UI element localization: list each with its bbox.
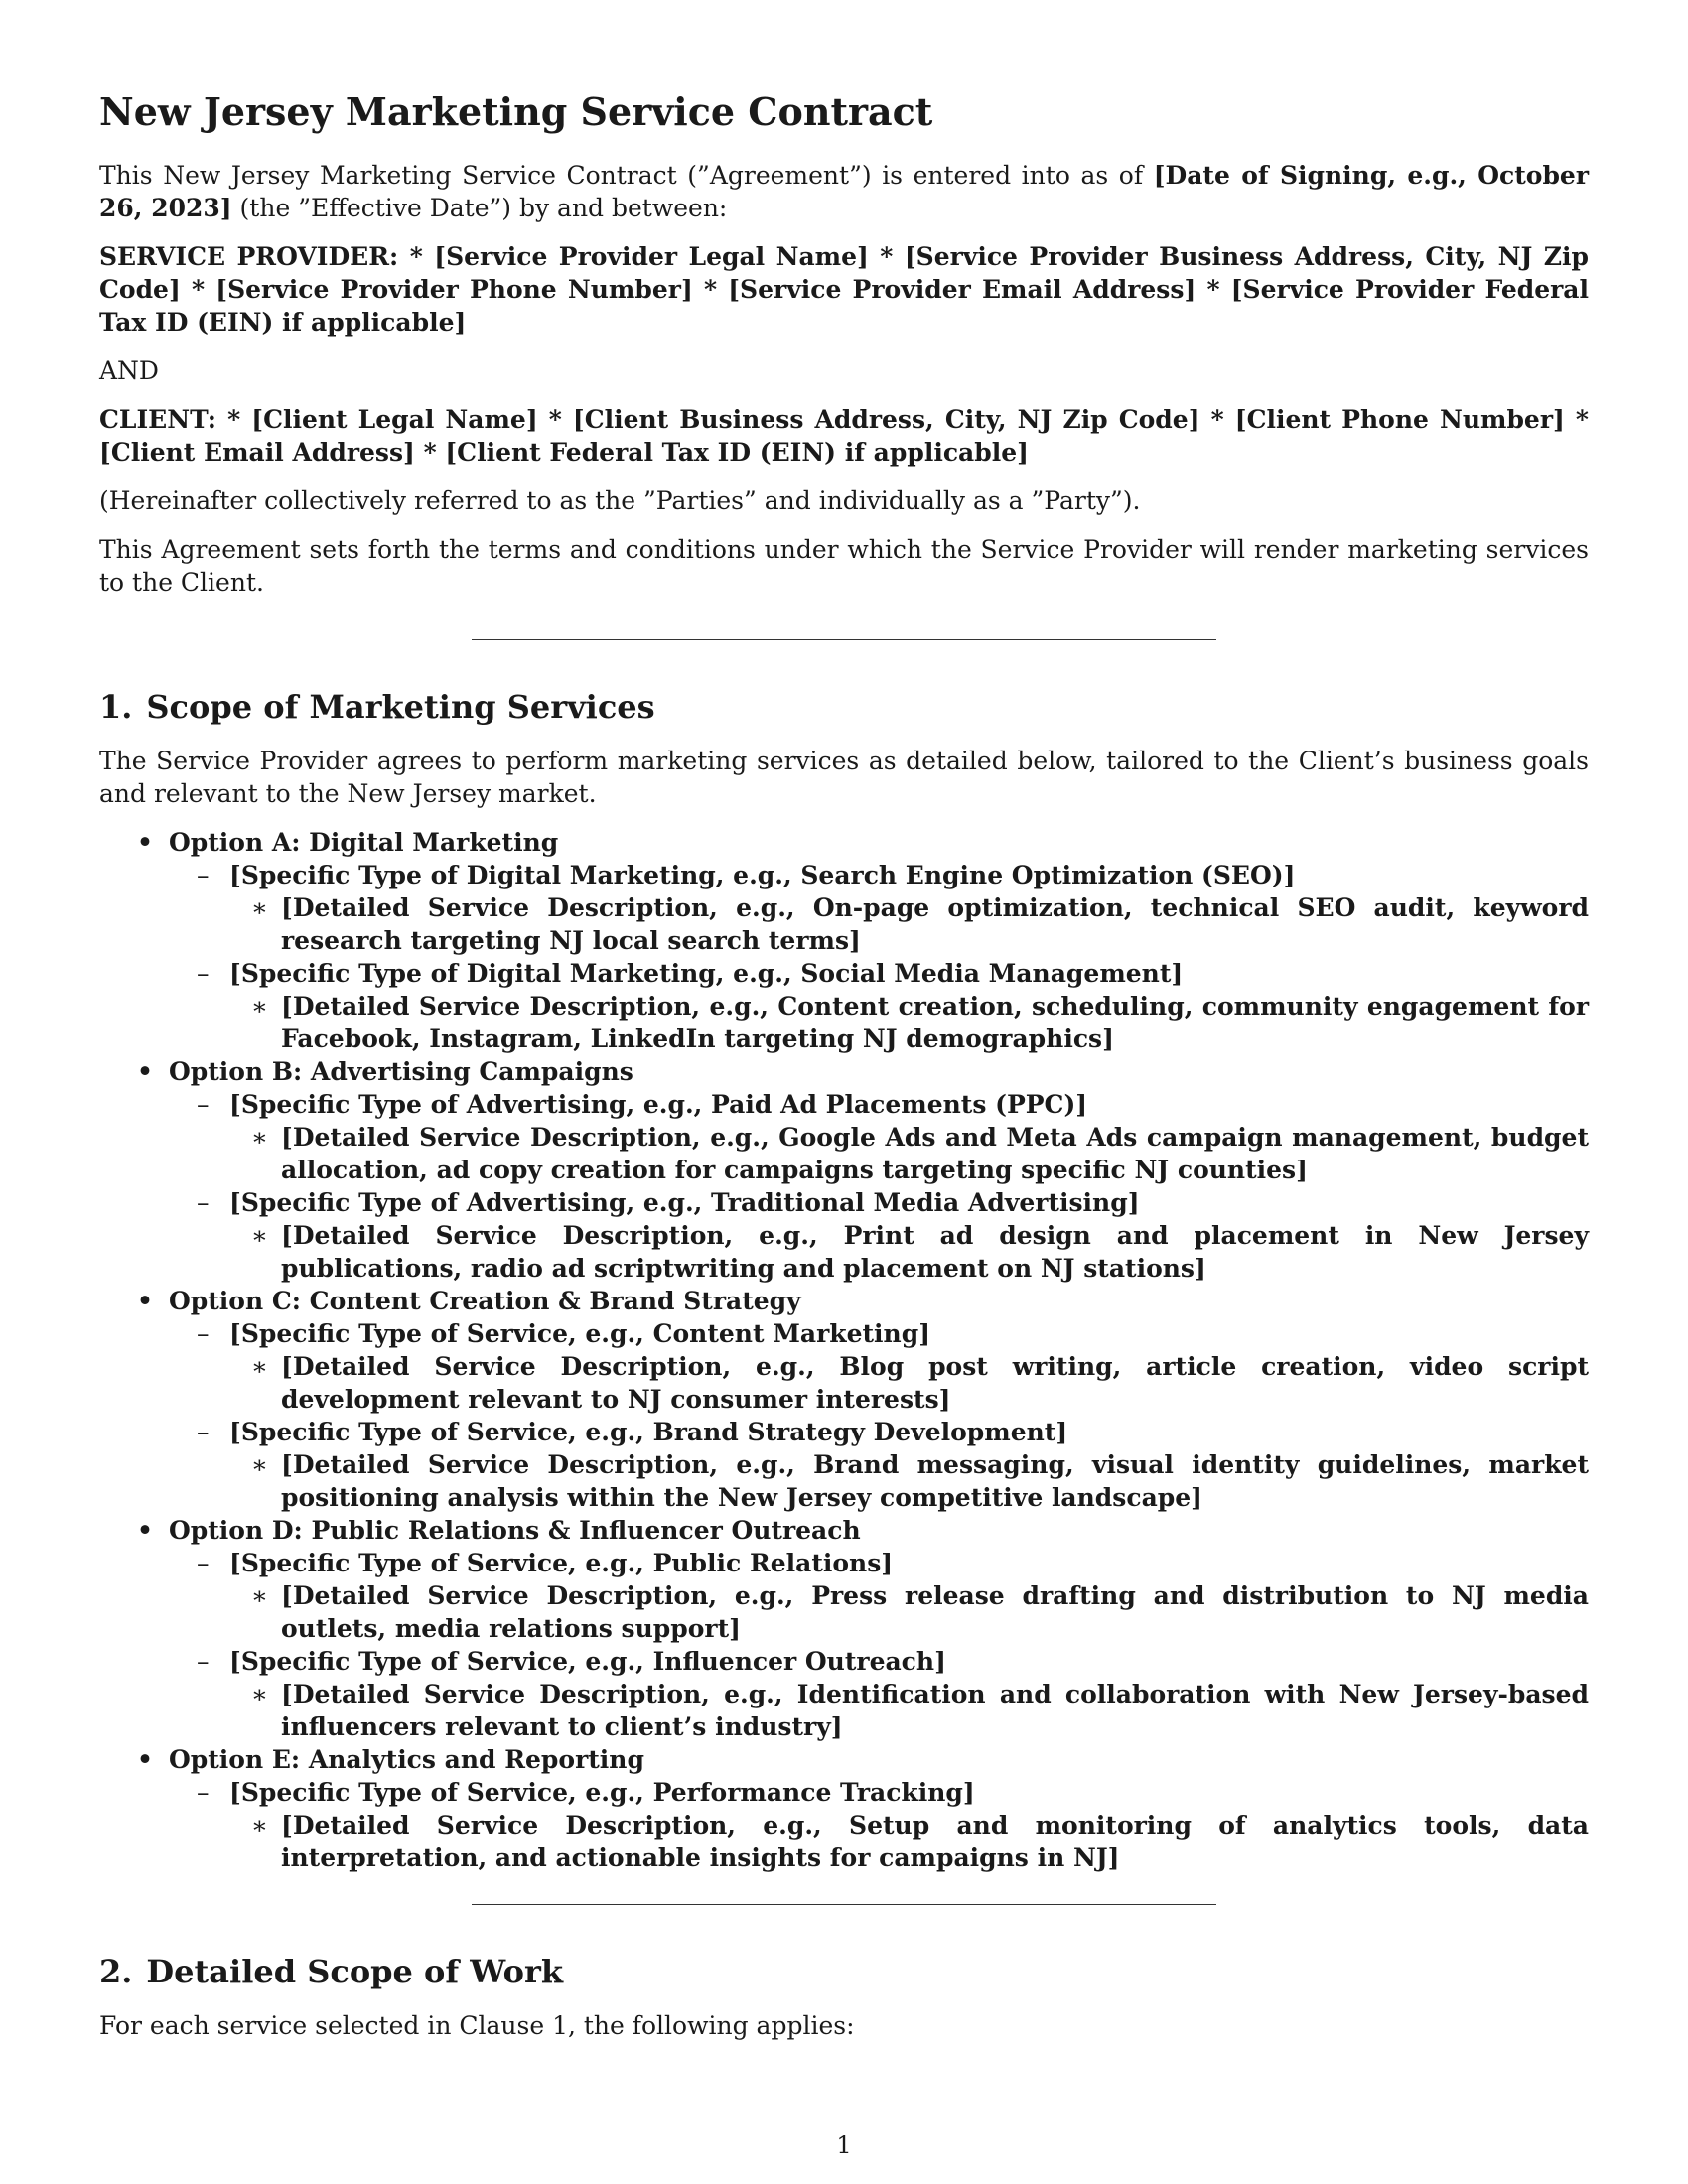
service-detail-list [229,1448,1589,1514]
service-options-list [99,826,1589,1874]
service-detail-item: ∗ [Detailed Service Description, e.g., On-page optimization, technical SEO audit, keyword research targeting NJ local search terms] [229,891,1589,957]
intro-text: This New Jersey Marketing Service Contract (”Agreement”) is entered into as of [99,161,1154,190]
effective-date-placeholder: [Date of Signing, e.g., October 26, 2023] [99,161,1590,222]
service-type-text: [Specific Type of Advertising, e.g., Paid Ad Placements (PPC)] [229,1090,1088,1119]
section-1-title: Scope of Marketing Services [146,688,655,726]
service-type-item [169,859,1589,957]
service-detail-item: ∗ [Detailed Service Description, e.g., Content creation, scheduling, community engagement for Facebook, Instagram, LinkedIn targeting NJ demographics] [229,990,1589,1055]
service-type-text: [Specific Type of Advertising, e.g., Traditional Media Advertising] [229,1188,1140,1217]
option-item [99,1055,1589,1285]
service-detail-list [229,1121,1589,1186]
service-type-text: [Specific Type of Service, e.g., Influencer Outreach] [229,1647,946,1676]
option-label: Option A: Digital Marketing [169,828,559,857]
section-2-number: 2. [99,1953,133,1990]
service-detail-item: ∗ [Detailed Service Description, e.g., Blog post writing, article creation, video script development relevant to NJ consumer interests] [229,1350,1589,1416]
page-number: 1 [836,2131,852,2159]
service-type-list [169,1547,1589,1743]
service-type-list [169,1088,1589,1285]
service-detail-item: ∗ [Detailed Service Description, e.g., Setup and monitoring of analytics tools, data interpretation, and actionable insights for campaigns in NJ] [229,1809,1589,1874]
service-detail-list [229,1678,1589,1743]
service-type-item [169,957,1589,1055]
service-type-text: [Specific Type of Service, e.g., Content Marketing] [229,1319,931,1348]
client-label: CLIENT: [99,405,217,434]
intro-tail: (the ”Effective Date”) by and between: [231,194,728,222]
service-type-list [169,1317,1589,1514]
service-provider-block [99,240,1589,339]
service-type-list [169,859,1589,1055]
service-type-item [169,1317,1589,1416]
service-type-text: [Specific Type of Service, e.g., Performance Tracking] [229,1778,975,1807]
service-detail-item: ∗ [Detailed Service Description, e.g., Press release drafting and distribution to NJ media outlets, media relations support] [229,1579,1589,1645]
option-label: Option D: Public Relations & Influencer Outreach [169,1516,861,1545]
service-provider-details: * [Service Provider Legal Name] * [Service Provider Business Address, City, NJ Zip Code] * [Service Provider Phone Number] * [Service Provider Email Address] * [Service Provider Federal Tax ID (EIN) if applicable] [99,242,1589,337]
section-1-number: 1. [99,688,133,726]
client-details: * [Client Legal Name] * [Client Business Address, City, NJ Zip Code] * [Client Phone Number] * [Client Email Address] * [Client Federal Tax ID (EIN) if applicable] [99,405,1589,467]
service-provider-label: SERVICE PROVIDER: [99,242,399,271]
service-type-text: [Specific Type of Digital Marketing, e.g., Search Engine Optimization (SEO)] [229,861,1296,889]
service-detail-item: ∗ [Detailed Service Description, e.g., Print ad design and placement in New Jersey publications, radio ad scriptwriting and placement on NJ stations] [229,1219,1589,1285]
hereinafter-paragraph: (Hereinafter collectively referred to as the ”Parties” and individually as a ”Party”). [99,486,1141,515]
service-type-text: [Specific Type of Digital Marketing, e.g., Social Media Management] [229,959,1184,988]
service-detail-item: ∗ [Detailed Service Description, e.g., Google Ads and Meta Ads campaign management, budget allocation, ad copy creation for campaigns targeting specific NJ counties] [229,1121,1589,1186]
and-separator: AND [99,356,159,385]
option-label: Option B: Advertising Campaigns [169,1057,633,1086]
section-1-intro: The Service Provider agrees to perform marketing services as detailed below, tailored to the Client’s business goals and relevant to the New Jersey market. [99,747,1589,808]
section-2-heading [99,1950,563,1993]
document-title: New Jersey Marketing Service Contract [99,89,933,134]
option-item [99,1285,1589,1514]
service-type-text: [Specific Type of Service, e.g., Public Relations] [229,1549,894,1577]
service-type-text: [Specific Type of Service, e.g., Brand Strategy Development] [229,1418,1068,1446]
option-item [99,1743,1589,1874]
service-detail-list [229,891,1589,957]
service-detail-list [229,1809,1589,1874]
intro-paragraph [99,159,1589,224]
section-2-intro: For each service selected in Clause 1, the following applies: [99,2011,855,2040]
option-label: Option C: Content Creation & Brand Strategy [169,1287,801,1315]
option-label: Option E: Analytics and Reporting [169,1745,644,1774]
service-detail-list [229,1579,1589,1645]
service-detail-list [229,1219,1589,1285]
service-detail-item: ∗ [Detailed Service Description, e.g., Brand messaging, visual identity guidelines, market positioning analysis within the New Jersey competitive landscape] [229,1448,1589,1514]
service-type-item [169,1416,1589,1514]
service-type-item [169,1186,1589,1285]
service-type-list [169,1776,1589,1874]
service-detail-item: ∗ [Detailed Service Description, e.g., Identification and collaboration with New Jersey-based influencers relevant to client’s industry] [229,1678,1589,1743]
horizontal-rule [472,639,1216,640]
service-type-item [169,1547,1589,1645]
client-block [99,403,1589,469]
service-detail-list [229,1350,1589,1416]
option-item [99,1514,1589,1743]
section-1-heading [99,685,655,729]
option-item [99,826,1589,1055]
service-type-item [169,1088,1589,1186]
horizontal-rule [472,1904,1216,1905]
section-2-title: Detailed Scope of Work [146,1953,563,1990]
service-type-item [169,1776,1589,1874]
document-page [99,0,1589,2184]
service-type-item [169,1645,1589,1743]
purpose-paragraph: This Agreement sets forth the terms and conditions under which the Service Provider will render marketing services to the Client. [99,535,1589,597]
service-detail-list [229,990,1589,1055]
